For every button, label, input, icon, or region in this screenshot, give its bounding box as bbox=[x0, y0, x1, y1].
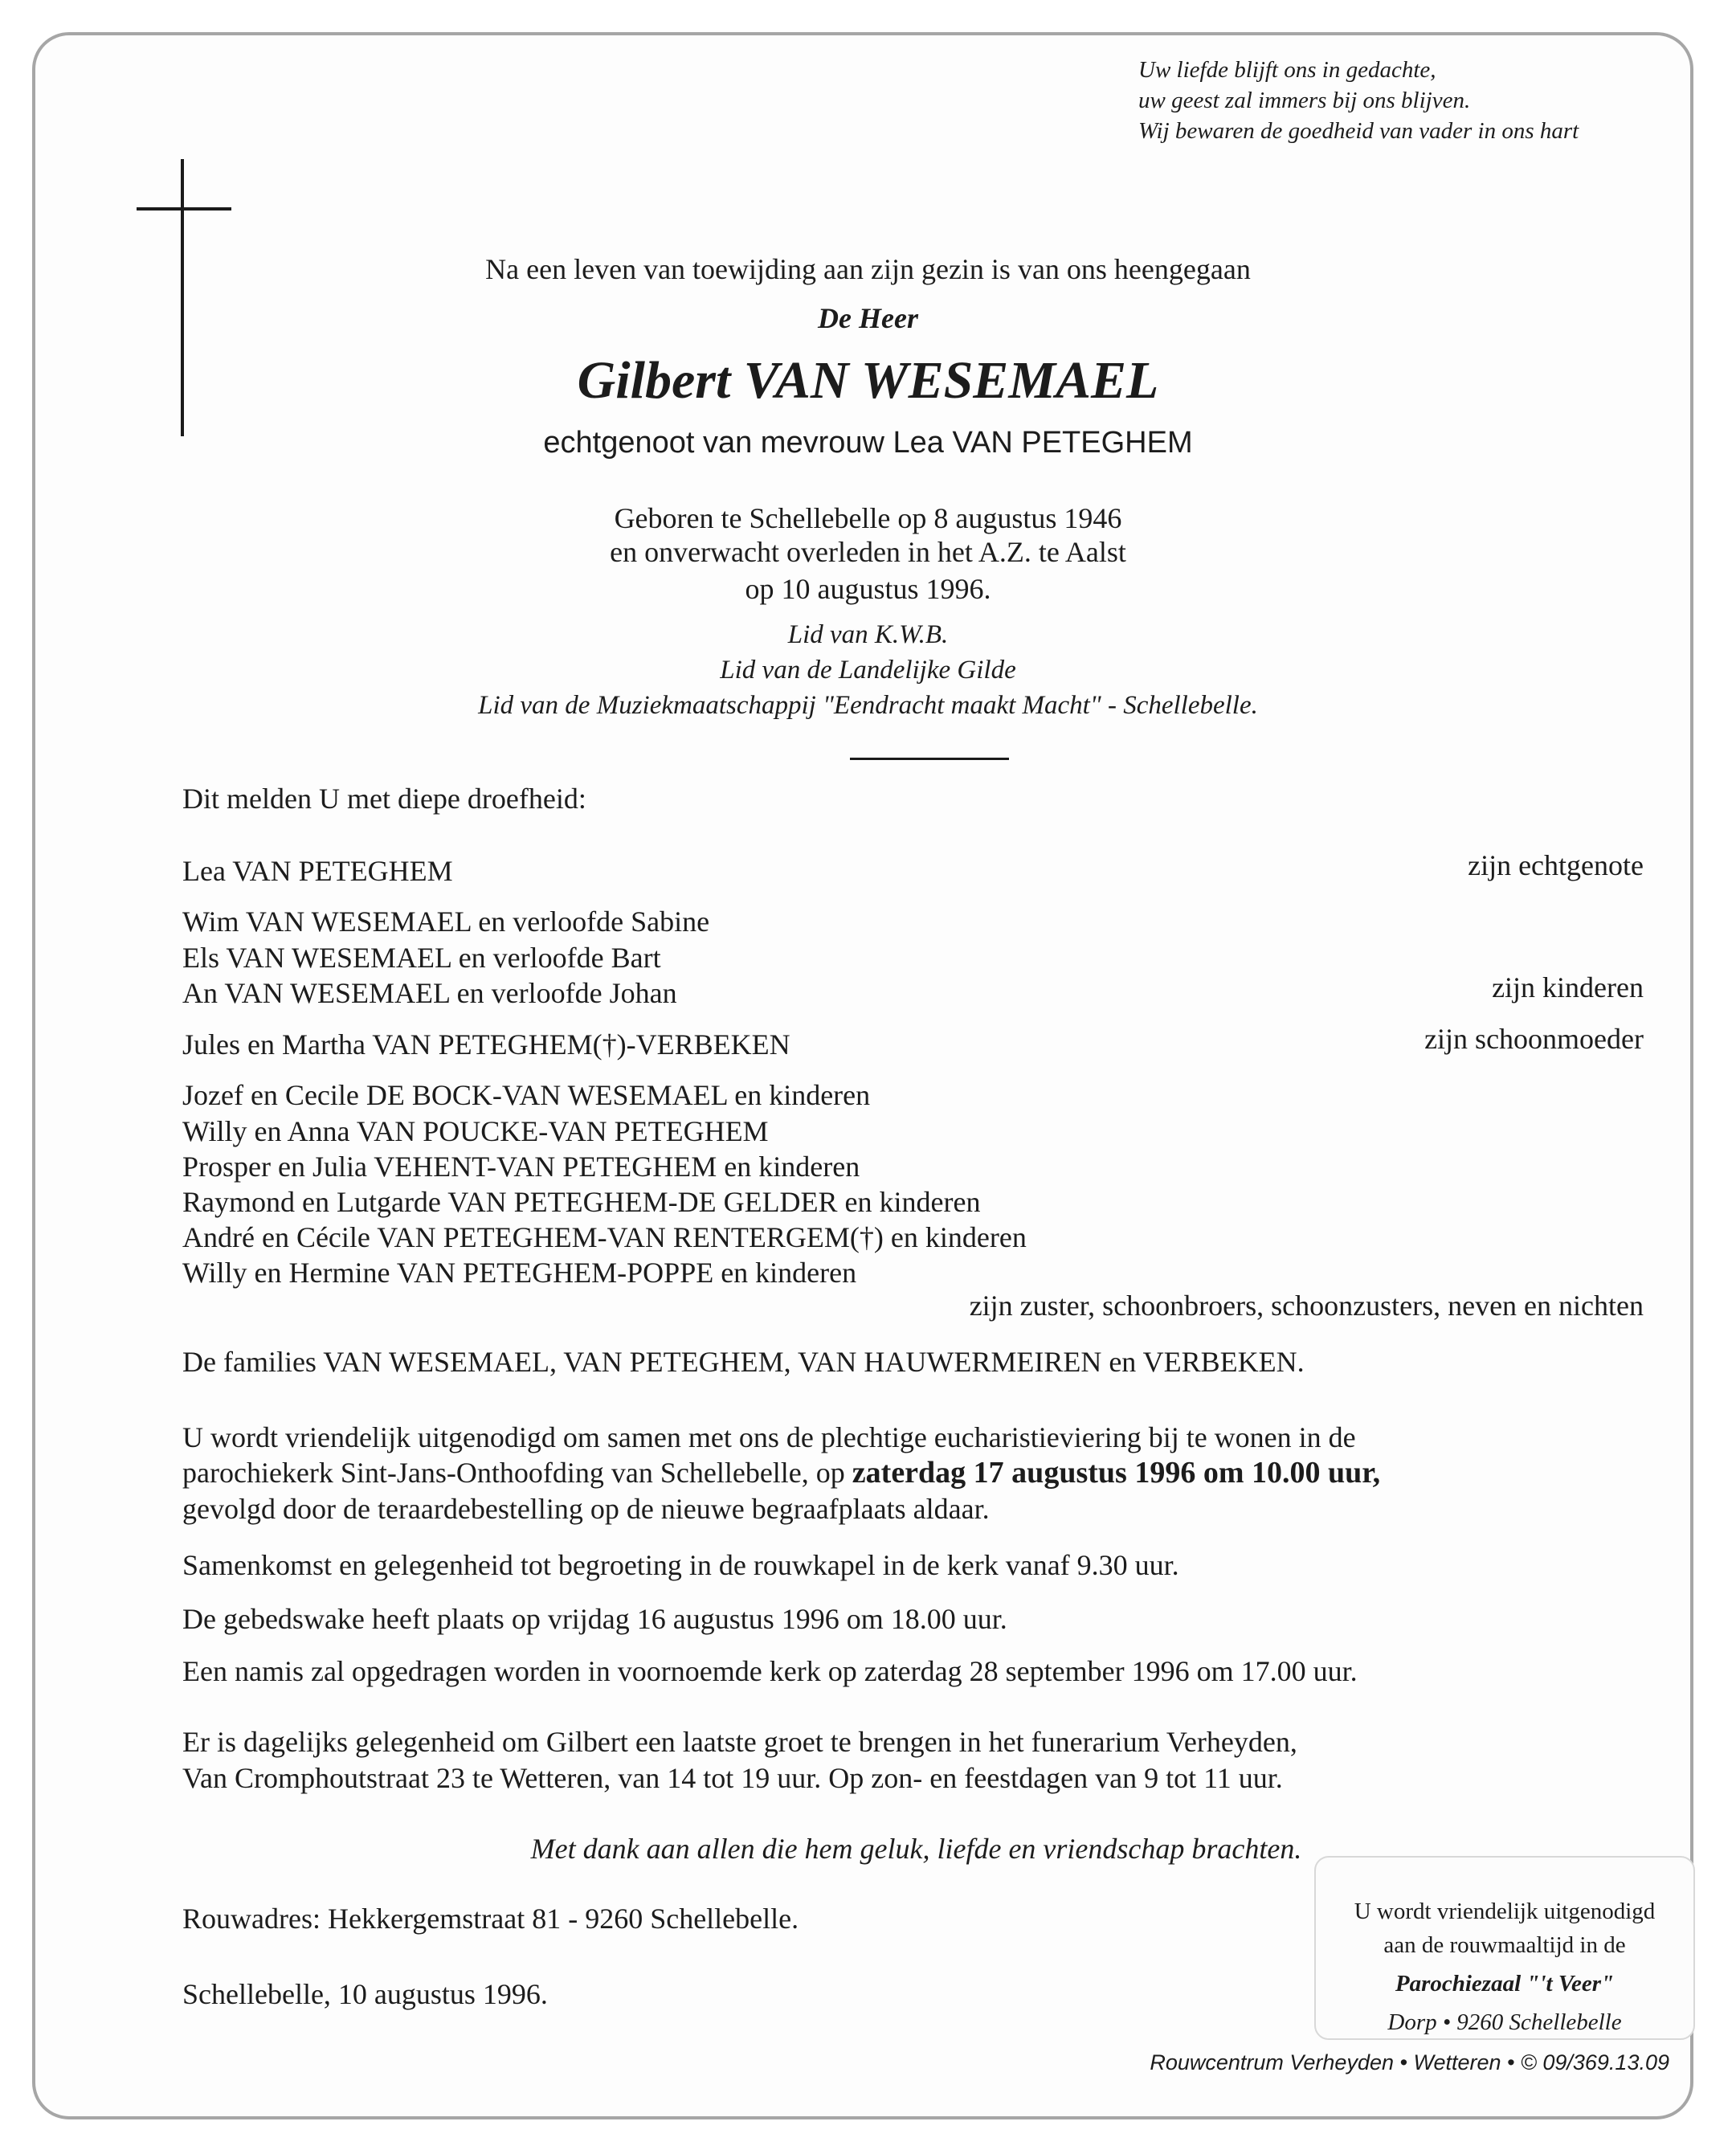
children-relation: zijn kinderen bbox=[1492, 971, 1644, 1003]
invitation-text: parochiekerk Sint-Jans-Onthoofding van Schellebelle, op bbox=[182, 1457, 852, 1489]
quote bbox=[1138, 55, 1579, 146]
meal-line: aan de rouwmaaltijd in de bbox=[1383, 1932, 1626, 1958]
visit-line: Van Cromphoutstraat 23 te Wetteren, van 14 tot 19 uur. Op zon- en feestdagen van 9 tot 11 uur. bbox=[182, 1762, 1283, 1794]
death-date: op 10 augustus 1996. bbox=[745, 573, 991, 605]
spouse-relation: zijn echtgenote bbox=[1468, 849, 1644, 881]
quote-line: Uw liefde blijft ons in gedachte, bbox=[1138, 57, 1436, 83]
meal-location: Dorp • 9260 Schellebelle bbox=[1387, 2009, 1622, 2035]
thanks-text: Met dank aan allen die hem geluk, liefde en vriendschap brachten. bbox=[530, 1833, 1302, 1865]
child-name: An VAN WESEMAEL en verloofde Johan bbox=[182, 977, 677, 1009]
inlaws-relation: zijn schoonmoeder bbox=[1424, 1023, 1644, 1055]
quote-line: Wij bewaren de goedheid van vader in ons hart bbox=[1138, 118, 1579, 144]
deceased-name: Gilbert VAN WESEMAEL bbox=[577, 351, 1159, 410]
spouse-name: Lea VAN PETEGHEM bbox=[182, 855, 453, 887]
memorial-card bbox=[32, 32, 1693, 2119]
sibling-name: Willy en Hermine VAN PETEGHEM-POPPE en kinderen bbox=[182, 1257, 857, 1289]
address-text: Rouwadres: Hekkergemstraat 81 - 9260 Schellebelle. bbox=[182, 1903, 799, 1935]
invitation-line: gevolgd door de teraardebestelling op de nieuwe begraafplaats aldaar. bbox=[182, 1493, 990, 1525]
meal-line: U wordt vriendelijk uitgenodigd bbox=[1354, 1899, 1656, 1924]
gathering-text: Samenkomst en gelegenheid tot begroeting in de rouwkapel in de kerk vanaf 9.30 uur. bbox=[182, 1549, 1179, 1581]
families-line: De families VAN WESEMAEL, VAN PETEGHEM, VAN HAUWERMEIREN en VERBEKEN. bbox=[182, 1346, 1305, 1378]
visit-line: Er is dagelijks gelegenheid om Gilbert een laatste groet te brengen in het funerarium Verheyden, bbox=[182, 1726, 1297, 1758]
sibling-name: André en Cécile VAN PETEGHEM-VAN RENTERGEM(†) en kinderen bbox=[182, 1221, 1027, 1253]
divider bbox=[850, 758, 1009, 760]
membership: Lid van K.W.B. bbox=[787, 620, 949, 649]
intro-text: Na een leven van toewijding aan zijn gezin is van ons heengegaan bbox=[485, 253, 1251, 285]
sibling-name: Prosper en Julia VEHENT-VAN PETEGHEM en kinderen bbox=[182, 1151, 860, 1183]
ceremony-datetime: zaterdag 17 augustus 1996 om 10.00 uur, bbox=[852, 1456, 1381, 1490]
sibling-name: Raymond en Lutgarde VAN PETEGHEM-DE GELDER en kinderen bbox=[182, 1186, 981, 1218]
death-line: en onverwacht overleden in het A.Z. te Aalst bbox=[610, 536, 1126, 568]
meal-invitation-card bbox=[1314, 1856, 1695, 2040]
invitation-line: U wordt vriendelijk uitgenodigd om samen met ons de plechtige eucharistieviering bij te wonen in de bbox=[182, 1421, 1356, 1453]
sibling-name: Jozef en Cecile DE BOCK-VAN WESEMAEL en kinderen bbox=[182, 1079, 871, 1111]
mass-text: Een namis zal opgedragen worden in voornoemde kerk op zaterdag 28 september 1996 om 17.00 uur. bbox=[182, 1655, 1358, 1687]
meal-venue: Parochiezaal "'t Veer" bbox=[1395, 1971, 1615, 1997]
birth-line: Geboren te Schellebelle op 8 augustus 1946 bbox=[614, 502, 1122, 534]
invitation-line bbox=[182, 1455, 1380, 1490]
child-name: Wim VAN WESEMAEL en verloofde Sabine bbox=[182, 905, 710, 938]
honorific: De Heer bbox=[818, 302, 918, 334]
membership: Lid van de Landelijke Gilde bbox=[720, 656, 1016, 685]
date-place-text: Schellebelle, 10 augustus 1996. bbox=[182, 1978, 548, 2010]
inlaws-name: Jules en Martha VAN PETEGHEM(†)-VERBEKEN bbox=[182, 1028, 790, 1061]
membership: Lid van de Muziekmaatschappij "Eendracht maakt Macht" - Schellebelle. bbox=[478, 691, 1258, 720]
quote-line: uw geest zal immers bij ons blijven. bbox=[1138, 88, 1471, 113]
vigil-text: De gebedswake heeft plaats op vrijdag 16 augustus 1996 om 18.00 uur. bbox=[182, 1603, 1007, 1635]
cross-horizontal bbox=[137, 207, 231, 211]
spouse-line: echtgenoot van mevrouw Lea VAN PETEGHEM bbox=[543, 426, 1193, 460]
funeral-home-footer: Rouwcentrum Verheyden • Wetteren • © 09/369.13.09 bbox=[1150, 2050, 1669, 2074]
sibling-name: Willy en Anna VAN POUCKE-VAN PETEGHEM bbox=[182, 1115, 769, 1147]
siblings-relation: zijn zuster, schoonbroers, schoonzusters, neven en nichten bbox=[969, 1290, 1644, 1322]
child-name: Els VAN WESEMAEL en verloofde Bart bbox=[182, 942, 661, 974]
announcement: Dit melden U met diepe droefheid: bbox=[182, 783, 586, 815]
